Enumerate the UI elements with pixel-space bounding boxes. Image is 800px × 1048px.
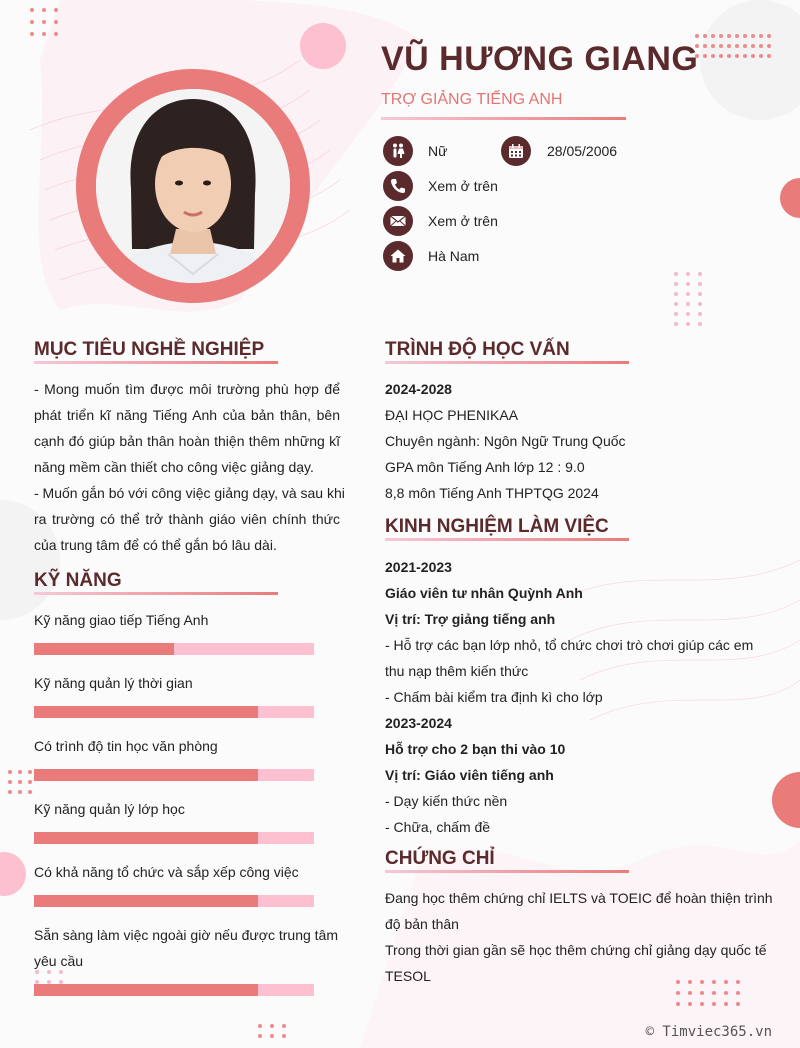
objective-line: - Mong muốn tìm được môi trường phù hợp để (34, 381, 340, 397)
section-title-certificates: CHỨNG CHỈ (385, 848, 495, 869)
skill-bar-fill (34, 832, 258, 844)
skill-bar-fill (34, 984, 258, 996)
skill-bar-fill (34, 895, 258, 907)
job-period: 2023-2024 (385, 715, 452, 731)
certificate-line: Trong thời gian gần sẽ học thêm chứng chỉ giảng dạy quốc tế (385, 942, 767, 958)
job-description: - Chữa, chấm đề (385, 819, 491, 835)
education-gpa: GPA môn Tiếng Anh lớp 12 : 9.0 (385, 459, 585, 475)
objective-line: cạnh đó giúp bản thân hoàn thiện thêm những kĩ (34, 433, 340, 449)
job-title: TRỢ GIẢNG TIẾNG ANH (381, 91, 563, 108)
candidate-name: VŨ HƯƠNG GIANG (381, 40, 699, 78)
certificate-line: TESOL (385, 968, 431, 984)
job-position: Vị trí: Giáo viên tiếng anh (385, 767, 554, 783)
email-icon (383, 206, 413, 236)
address-value: Hà Nam (428, 248, 480, 264)
job-description: - Dạy kiến thức nền (385, 793, 508, 809)
section-title-objective: MỤC TIÊU NGHỀ NGHIỆP (34, 339, 265, 360)
phone-icon (383, 171, 413, 201)
avatar (76, 69, 310, 303)
skill-bar-fill (34, 643, 174, 655)
skill-bar (34, 643, 314, 655)
skill-bar-fill (34, 769, 258, 781)
education-period: 2024-2028 (385, 381, 452, 397)
gender-value: Nữ (428, 143, 448, 159)
certificates-block (385, 885, 775, 989)
dot-pattern (8, 770, 32, 794)
education-school: ĐẠI HỌC PHENIKAA (385, 407, 519, 423)
skill-bar (34, 769, 314, 781)
dot-pattern (695, 34, 771, 58)
skill-bar (34, 984, 314, 996)
certificate-line: Đang học thêm chứng chỉ IELTS và TOEIC để hoàn thiện trình (385, 890, 773, 906)
skill-label: Có trình độ tin học văn phòng (34, 738, 218, 754)
dot-pattern (674, 272, 702, 326)
section-title-education: TRÌNH ĐỘ HỌC VẤN (385, 339, 570, 360)
job-description: - Chấm bài kiểm tra định kì cho lớp (385, 689, 603, 705)
dot-pattern (30, 8, 58, 36)
objective-line: phát triển kĩ năng Tiếng Anh của bản thân, bên (34, 407, 340, 423)
birth-date-value: 28/05/2006 (547, 143, 618, 159)
skill-bar (34, 895, 314, 907)
section-underline (385, 870, 629, 873)
section-title-experience: KINH NGHIỆM LÀM VIỆC (385, 516, 609, 537)
job-period: 2021-2023 (385, 559, 452, 575)
skill-label-line: yêu cầu (34, 953, 84, 969)
skill-bar-fill (34, 706, 258, 718)
email-value: Xem ở trên (428, 213, 498, 229)
certificate-line: độ bản thân (385, 916, 459, 932)
skill-label-line: Sẵn sàng làm việc ngoài giờ nếu được trung tâm (34, 927, 339, 943)
skill-label: Kỹ năng quản lý thời gian (34, 675, 193, 691)
objective-line: của trung tâm để có thể gắn bó lâu dài. (34, 537, 277, 553)
education-exam: 8,8 môn Tiếng Anh THPTQG 2024 (385, 485, 599, 501)
gender-icon (383, 136, 413, 166)
objective-line: - Muốn gắn bó với công việc giảng dạy, và sau khi (34, 485, 345, 501)
job-description: thu nạp thêm kiến thức (385, 663, 529, 679)
skill-bar (34, 706, 314, 718)
skill-bar (34, 832, 314, 844)
objective-line: ra trường có thể trở thành giáo viên chính thức (34, 511, 340, 527)
skill-label: Kỹ năng quản lý lớp học (34, 801, 185, 817)
calendar-icon (501, 136, 531, 166)
education-major: Chuyên ngành: Ngôn Ngữ Trung Quốc (385, 433, 626, 449)
objective-text (34, 376, 345, 558)
job-company: Giáo viên tư nhân Quỳnh Anh (385, 585, 583, 601)
skill-label: Có khả năng tổ chức và sắp xếp công việc (34, 864, 299, 880)
experience-block (385, 554, 765, 840)
section-underline (385, 361, 629, 364)
section-title-skills: KỸ NĂNG (34, 570, 122, 591)
skill-label: Kỹ năng giao tiếp Tiếng Anh (34, 612, 209, 628)
phone-value: Xem ở trên (428, 178, 498, 194)
job-description: - Hỗ trợ các bạn lớp nhỏ, tổ chức chơi trò chơi giúp các em (385, 637, 754, 653)
objective-line: năng mềm cần thiết cho công việc giảng dạy. (34, 459, 314, 475)
job-position: Vị trí: Trợ giảng tiếng anh (385, 611, 556, 627)
title-underline (381, 117, 626, 120)
skill-label (34, 922, 338, 974)
watermark: © Timviec365.vn (645, 1024, 772, 1040)
section-underline (34, 592, 278, 595)
education-block (385, 376, 775, 506)
section-underline (34, 361, 278, 364)
home-icon (383, 241, 413, 271)
section-underline (385, 538, 629, 541)
dot-pattern (258, 1024, 286, 1038)
job-company: Hỗ trợ cho 2 bạn thi vào 10 (385, 741, 566, 757)
